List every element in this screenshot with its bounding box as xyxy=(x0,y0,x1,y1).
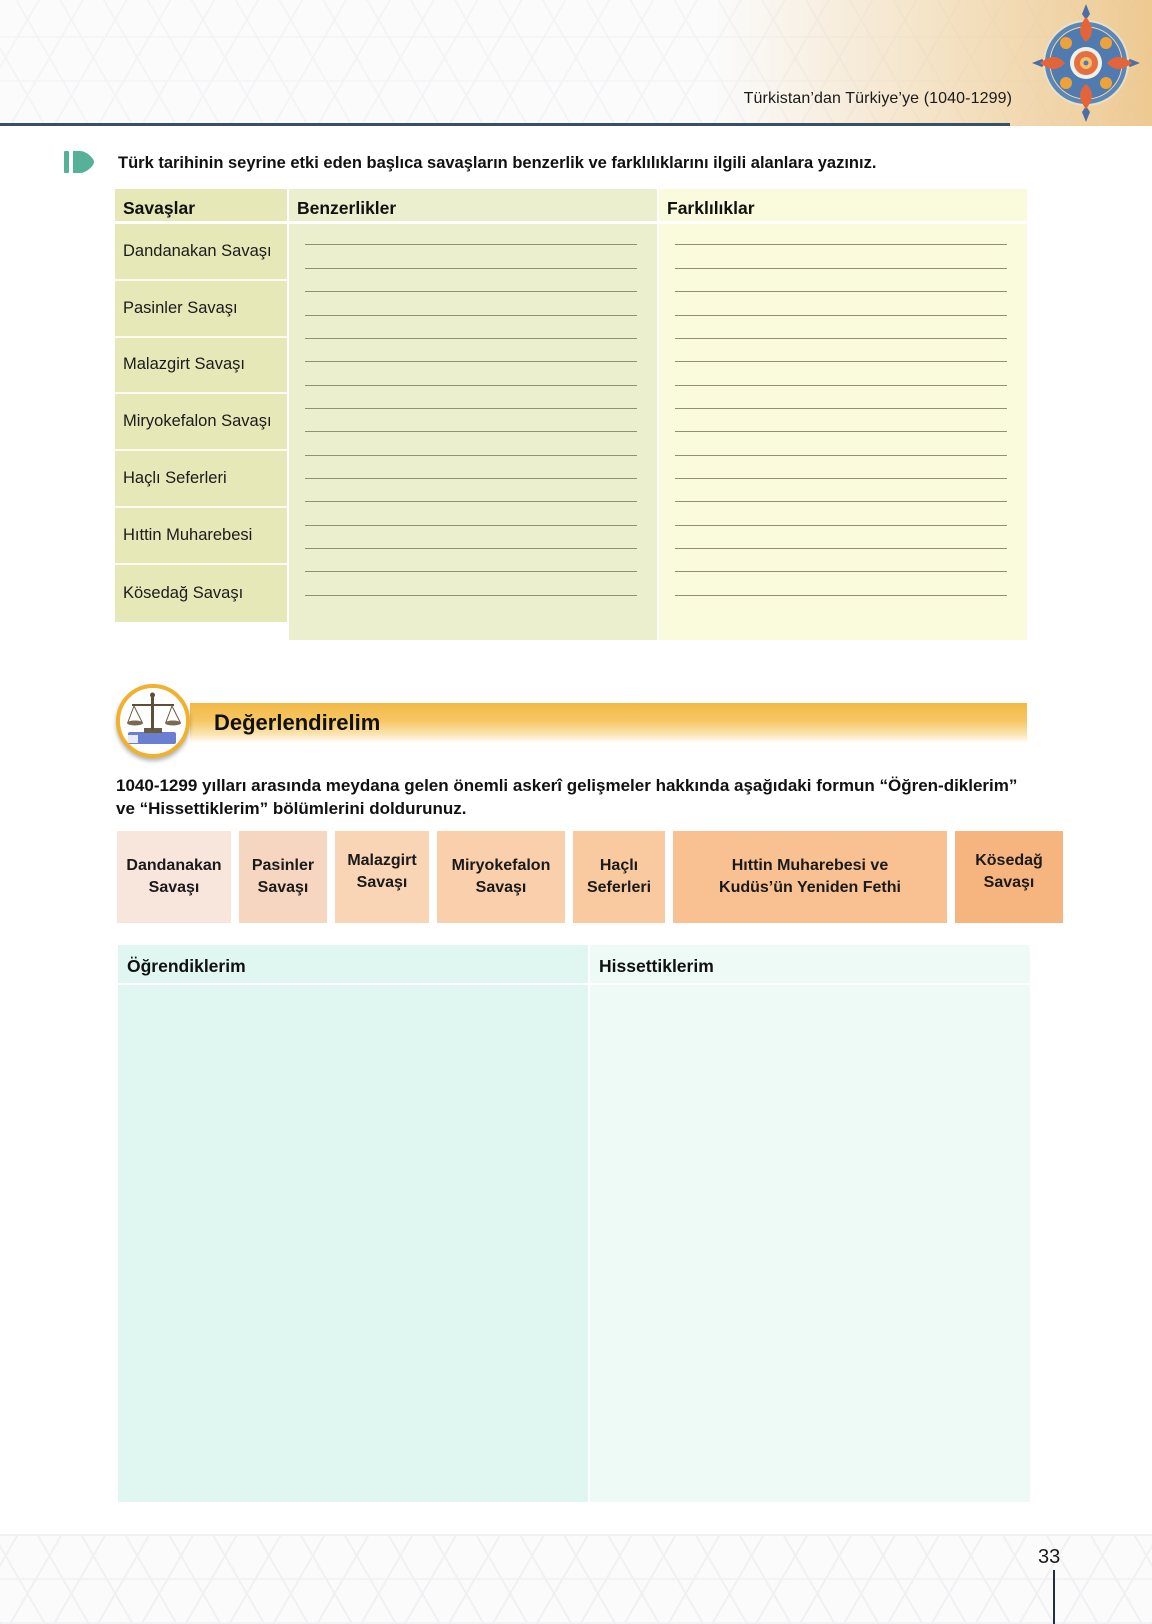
ornamental-medallion-icon xyxy=(1030,2,1142,124)
header-benzerlikler: Benzerlikler xyxy=(289,189,657,224)
evaluation-instruction: 1040-1299 yılları arasında meydana gelen önemli askerî gelişmeler hakkında aşağıdaki formun “Öğren-diklerim” ve “Hissettiklerim” bölümlerini doldurunuz. xyxy=(116,776,1018,818)
battle-box-malazgirt: Malazgirt Savaşı xyxy=(335,831,429,923)
battle-box-hittin: Hıttin Muharebesi ve Kudüs’ün Yeniden Fethi xyxy=(673,831,947,923)
chapter-title: Türkistan’dan Türkiye’ye (1040-1299) xyxy=(743,90,1012,107)
wars-column xyxy=(115,189,287,640)
header-hissettiklerim: Hissettiklerim xyxy=(590,945,1030,985)
battle-box-kosedag: Kösedağ Savaşı xyxy=(955,831,1063,923)
battle-box-dandanakan: Dandanakan Savaşı xyxy=(117,831,231,923)
header-rule xyxy=(0,123,1010,126)
benzerlikler-writing-area[interactable] xyxy=(305,227,637,637)
farkliliklar-column xyxy=(659,189,1027,640)
section-title: Değerlendirelim xyxy=(214,710,381,735)
hissettiklerim-column xyxy=(590,945,1030,1502)
battle-box-miryokefalon: Miryokefalon Savaşı xyxy=(437,831,565,923)
header-farkliliklar: Farklılıklar xyxy=(659,189,1027,224)
battle-box-pasinler: Pasinler Savaşı xyxy=(239,831,327,923)
battle-boxes xyxy=(117,831,1043,923)
comparison-table xyxy=(115,189,1027,640)
instruction-text: Türk tarihinin seyrine etki eden başlıca savaşların benzerlik ve farklılıklarını ilgili alanlara yazınız. xyxy=(118,154,877,172)
page-number-rule xyxy=(1053,1570,1055,1624)
activity-play-icon xyxy=(64,150,96,174)
header-savaslar: Savaşlar xyxy=(115,189,287,224)
row-label: Dandanakan Savaşı xyxy=(115,224,287,281)
hissettiklerim-input-area[interactable] xyxy=(590,985,1030,1500)
ogrendiklerim-column xyxy=(118,945,588,1502)
benzerlikler-column xyxy=(289,189,657,640)
row-label: Hıttin Muharebesi xyxy=(115,508,287,565)
learning-form xyxy=(118,945,1030,1502)
footer-band xyxy=(0,1534,1152,1624)
row-label: Haçlı Seferleri xyxy=(115,451,287,508)
row-label: Malazgirt Savaşı xyxy=(115,338,287,395)
scales-of-justice-icon xyxy=(116,684,190,758)
row-label: Pasinler Savaşı xyxy=(115,281,287,338)
row-label: Kösedağ Savaşı xyxy=(115,565,287,622)
header-ogrendiklerim: Öğrendiklerim xyxy=(118,945,588,985)
battle-box-hacli-seferleri: Haçlı Seferleri xyxy=(573,831,665,923)
farkliliklar-writing-area[interactable] xyxy=(675,227,1007,637)
page-number: 33 xyxy=(1038,1546,1061,1568)
ogrendiklerim-input-area[interactable] xyxy=(118,985,588,1500)
row-label: Miryokefalon Savaşı xyxy=(115,394,287,451)
